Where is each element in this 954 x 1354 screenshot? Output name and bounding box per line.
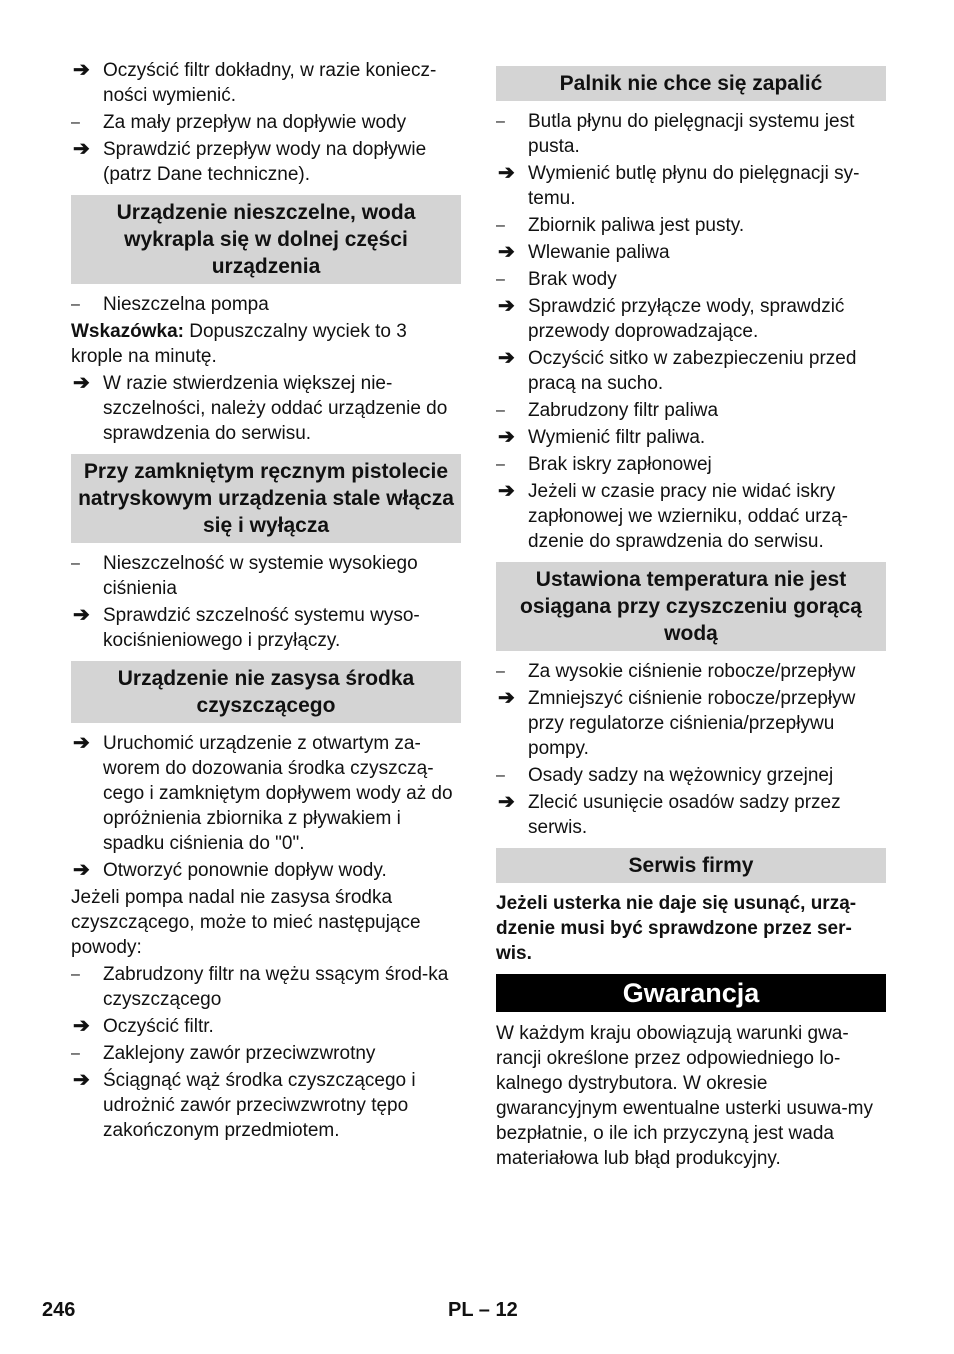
arrow-right-icon: ➔	[498, 791, 515, 813]
section-page-number: 12	[495, 1299, 518, 1321]
arrow-right-icon: ➔	[73, 859, 90, 881]
action-item	[496, 425, 886, 450]
arrow-right-icon: ➔	[73, 138, 90, 160]
item-text: Brak iskry zapłonowej	[528, 454, 712, 475]
cause-item	[71, 110, 461, 135]
right-column	[496, 58, 886, 1173]
language-separator: –	[478, 1299, 490, 1321]
action-item	[71, 731, 461, 856]
dash-icon: –	[496, 217, 505, 234]
item-text: Ściągnąć wąż środka czyszczącego i udrożnić zawór przeciwzwrotny tępo zakończonym przedmiotem.	[103, 1070, 416, 1141]
item-text: Zbiornik paliwa jest pusty.	[528, 215, 745, 236]
left-column	[71, 58, 461, 1145]
item-text: Zaklejony zawór przeciwzwrotny	[103, 1043, 376, 1064]
cause-item	[71, 292, 461, 317]
dash-icon: –	[496, 402, 505, 419]
item-text: Butla płynu do pielęgnacji systemu jest pusta.	[528, 111, 855, 157]
item-text: Oczyścić filtr dokładny, w razie koniecz-ności wymienić.	[103, 60, 437, 106]
cause-item	[71, 1041, 461, 1066]
arrow-right-icon: ➔	[498, 347, 515, 369]
page-language-marker	[448, 1298, 518, 1323]
page-number: 246	[42, 1299, 76, 1321]
item-text: Nieszczelność w systemie wysokiego ciśnienia	[103, 553, 418, 599]
action-item	[71, 137, 461, 187]
section-heading: Palnik nie chce się zapalić	[496, 66, 886, 101]
cause-item	[71, 551, 461, 601]
dash-icon: –	[71, 555, 80, 572]
item-text: Oczyścić sitko w zabezpieczeniu przed pracą na sucho.	[528, 348, 857, 394]
action-item	[71, 1068, 461, 1143]
action-item	[496, 240, 886, 265]
arrow-right-icon: ➔	[73, 1069, 90, 1091]
arrow-right-icon: ➔	[498, 426, 515, 448]
dash-icon: –	[496, 113, 505, 130]
cause-item	[496, 763, 886, 788]
action-item	[496, 686, 886, 761]
arrow-right-icon: ➔	[73, 732, 90, 754]
item-text: Jeżeli w czasie pracy nie widać iskry zapłonowej we wzierniku, oddać urzą-dzenie do sprawdzenia do serwisu.	[528, 481, 848, 552]
item-text: Wlewanie paliwa	[528, 242, 670, 263]
item-text: Zmniejszyć ciśnienie robocze/przepływ przy regulatorze ciśnienia/przepływu pompy.	[528, 688, 856, 759]
action-item	[496, 790, 886, 840]
section-heading: Ustawiona temperatura nie jest osiągana przy czyszczeniu gorącą wodą	[496, 562, 886, 651]
item-text: Zabrudzony filtr na wężu ssącym środ-ka czyszczącego	[103, 964, 449, 1010]
dash-icon: –	[496, 456, 505, 473]
item-text: Uruchomić urządzenie z otwartym za-worem do dozowania środka czyszczą-cego i zamkniętym dopływem wody aż do opróżnienia zbiornika z pływakiem i spadku ciśnienia do "0".	[103, 733, 453, 854]
arrow-right-icon: ➔	[498, 687, 515, 709]
arrow-right-icon: ➔	[498, 295, 515, 317]
action-item	[496, 346, 886, 396]
cause-item	[496, 452, 886, 477]
cause-item	[496, 659, 886, 684]
note-label: Wskazówka:	[71, 321, 184, 342]
dash-icon: –	[71, 1045, 80, 1062]
note-paragraph	[71, 319, 461, 369]
item-text: Oczyścić filtr.	[103, 1016, 214, 1037]
dash-icon: –	[496, 271, 505, 288]
item-text: Za mały przepływ na dopływie wody	[103, 112, 407, 133]
action-item	[71, 371, 461, 446]
arrow-right-icon: ➔	[73, 59, 90, 81]
arrow-right-icon: ➔	[73, 372, 90, 394]
paragraph: Jeżeli pompa nadal nie zasysa środka czyszczącego, może to mieć następujące powody:	[71, 887, 421, 958]
bold-paragraph: Jeżeli usterka nie daje się usunąć, urzą-dzenie musi być sprawdzone przez ser-wis.	[496, 893, 857, 964]
item-text: Nieszczelna pompa	[103, 294, 269, 315]
item-text: Osady sadzy na wężownicy grzejnej	[528, 765, 834, 786]
cause-item	[71, 962, 461, 1012]
dash-icon: –	[71, 296, 80, 313]
chapter-heading: Gwarancja	[496, 974, 886, 1012]
language-code: PL	[448, 1299, 474, 1321]
section-heading: Urządzenie nieszczelne, woda wykrapla się w dolnej części urządzenia	[71, 195, 461, 284]
item-text: Wymienić filtr paliwa.	[528, 427, 706, 448]
item-text: Sprawdzić przepływ wody na dopływie (patrz Dane techniczne).	[103, 139, 427, 185]
action-item	[71, 603, 461, 653]
section-heading: Urządzenie nie zasysa środka czyszczącego	[71, 661, 461, 723]
cause-item	[496, 109, 886, 159]
item-text: Zlecić usunięcie osadów sadzy przez serwis.	[528, 792, 841, 838]
cause-item	[496, 213, 886, 238]
dash-icon: –	[496, 663, 505, 680]
dash-icon: –	[71, 966, 80, 983]
arrow-right-icon: ➔	[498, 480, 515, 502]
action-item	[71, 58, 461, 108]
dash-icon: –	[496, 767, 505, 784]
action-item	[496, 294, 886, 344]
arrow-right-icon: ➔	[73, 604, 90, 626]
action-item	[71, 858, 461, 883]
item-text: Brak wody	[528, 269, 617, 290]
item-text: Sprawdzić szczelność systemu wyso-kociśnieniowego i przyłączy.	[103, 605, 420, 651]
cause-item	[496, 398, 886, 423]
arrow-right-icon: ➔	[498, 241, 515, 263]
cause-item	[496, 267, 886, 292]
item-text: W razie stwierdzenia większej nie-szczelności, należy oddać urządzenie do sprawdzenia do serwisu.	[103, 373, 448, 444]
action-item	[496, 479, 886, 554]
section-heading: Serwis firmy	[496, 848, 886, 883]
item-text: Sprawdzić przyłącze wody, sprawdzić przewody doprowadzające.	[528, 296, 845, 342]
action-item	[496, 161, 886, 211]
arrow-right-icon: ➔	[73, 1015, 90, 1037]
item-text: Za wysokie ciśnienie robocze/przepływ	[528, 661, 856, 682]
item-text: Wymienić butlę płynu do pielęgnacji sy-temu.	[528, 163, 860, 209]
action-item	[71, 1014, 461, 1039]
item-text: Otworzyć ponownie dopływ wody.	[103, 860, 387, 881]
arrow-right-icon: ➔	[498, 162, 515, 184]
paragraph: W każdym kraju obowiązują warunki gwa-rancji określone przez odpowiedniego lo-kalnego dystrybutora. W okresie gwarancyjnym ewentualne usterki usuwa-my bezpłatnie, o ile ich przyczyną jest wada materiałowa lub błąd produkcyjny.	[496, 1023, 873, 1169]
note-text: Dopuszczalny wyciek to 3 krople na minutę.	[71, 321, 407, 367]
item-text: Zabrudzony filtr paliwa	[528, 400, 719, 421]
dash-icon: –	[71, 114, 80, 131]
section-heading: Przy zamkniętym ręcznym pistolecie natryskowym urządzenia stale włącza się i wyłącza	[71, 454, 461, 543]
